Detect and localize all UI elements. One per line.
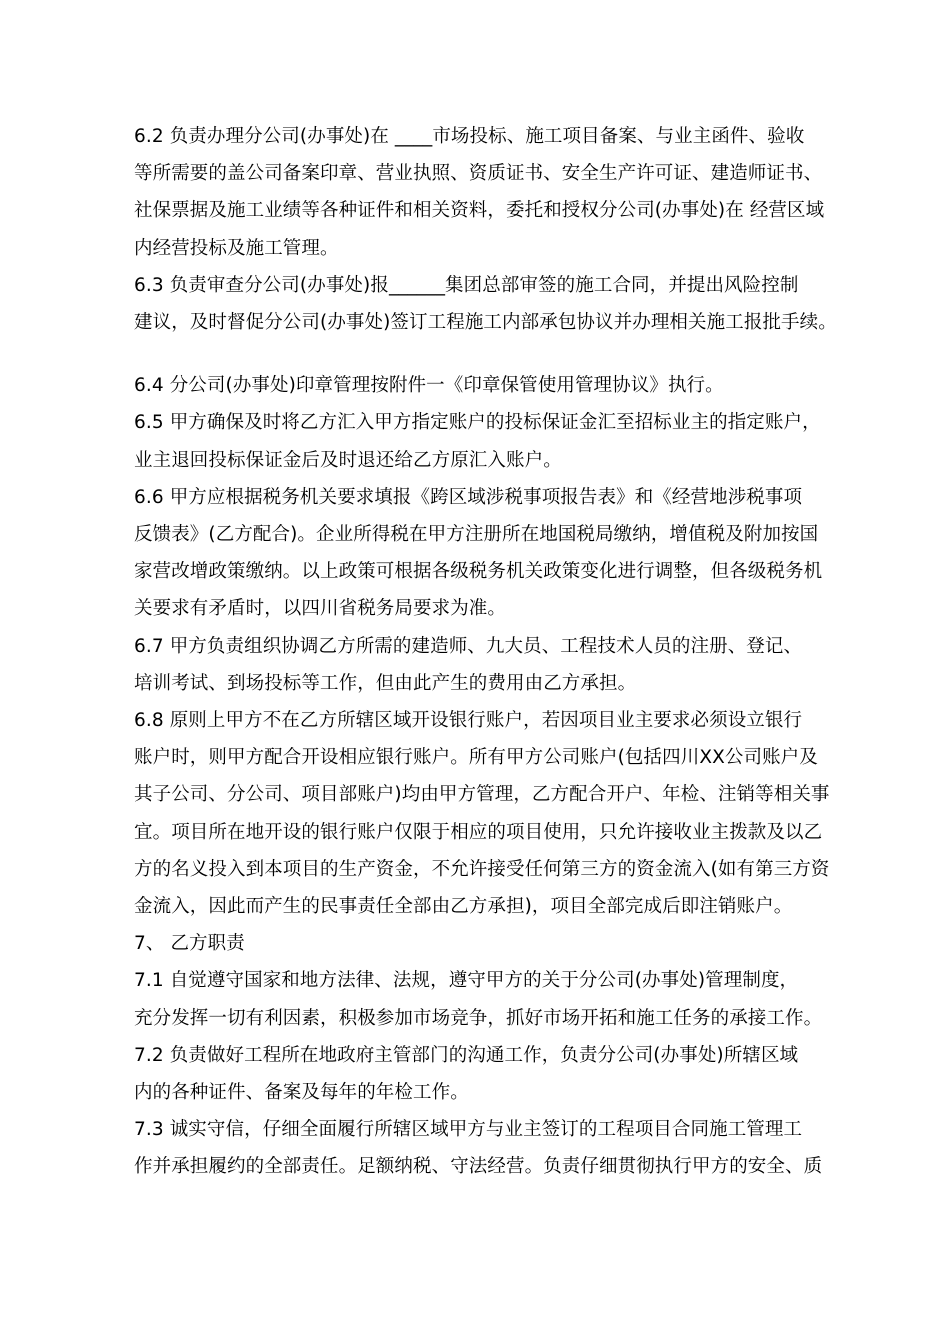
text-line: 其子公司、分公司、项目部账户)均由甲方管理，乙方配合开户、年检、注销等相关事 — [134, 784, 830, 806]
text-line: 建议，及时督促分公司(办事处)签订工程施工内部承包协议并办理相关施工报批手续。 — [134, 312, 837, 334]
clause-7-1 — [116, 962, 842, 1036]
clause-7-2 — [116, 1037, 842, 1111]
clause-7-3 — [116, 1111, 842, 1185]
document-body — [116, 118, 842, 1186]
text-line: 业主退回投标保证金后及时退还给乙方原汇入账户。 — [134, 449, 562, 471]
text-line: 6.2 负责办理分公司(办事处)在 ____市场投标、施工项目备案、与业主函件、验收 — [134, 126, 805, 147]
text-line: 6.6 甲方应根据税务机关要求填报《跨区域涉税事项报告表》和《经营地涉税事项 — [134, 486, 803, 508]
text-line: 6.8 原则上甲方不在乙方所辖区域开设银行账户，若因项目业主要求必须设立银行 — [134, 710, 803, 732]
clause-6-2 — [116, 118, 842, 267]
clause-6-4 — [116, 367, 842, 404]
text-line: 方的名义投入到本项目的生产资金，不允许接受任何第三方的资金流入(如有第三方资 — [134, 858, 830, 880]
text-line: 金流入，因此而产生的民事责任全部由乙方承担)，项目全部完成后即注销账户。 — [134, 896, 793, 918]
text-line: 培训考试、到场投标等工作，但由此产生的费用由乙方承担。 — [134, 672, 637, 694]
text-line: 关要求有矛盾时，以四川省税务局要求为准。 — [134, 598, 507, 620]
text-line: 7.3 诚实守信，仔细全面履行所辖区域甲方与业主签订的工程项目合同施工管理工 — [134, 1119, 803, 1141]
text-line: 家营改增政策缴纳。以上政策可根据各级税务机关政策变化进行调整，但各级税务机 — [134, 561, 823, 583]
text-line: 社保票据及施工业绩等各种证件和相关资料，委托和授权分公司(办事处)在 经营区域 — [134, 200, 825, 222]
paragraph-spacer — [116, 341, 842, 367]
clause-6-5 — [116, 404, 842, 478]
text-line: 6.5 甲方确保及时将乙方汇入甲方指定账户的投标保证金汇至招标业主的指定账户， — [134, 412, 821, 434]
text-line: 内的各种证件、备案及每年的年检工作。 — [134, 1082, 469, 1104]
section-7-heading — [116, 925, 842, 962]
text-line: 等所需要的盖公司备案印章、营业执照、资质证书、安全生产许可证、建造师证书、 — [134, 163, 823, 185]
clause-6-7 — [116, 628, 842, 702]
text-line: 账户时，则甲方配合开设相应银行账户。所有甲方公司账户(包括四川XX公司账户及 — [134, 747, 818, 769]
text-line: 6.7 甲方负责组织协调乙方所需的建造师、九大员、工程技术人员的注册、登记、 — [134, 635, 803, 657]
clause-6-8 — [116, 702, 842, 925]
text-line: 宜。项目所在地开设的银行账户仅限于相应的项目使用，只允许接收业主拨款及以乙 — [134, 821, 823, 843]
section-heading: 7、 乙方职责 — [134, 933, 245, 955]
text-line: 7.2 负责做好工程所在地政府主管部门的沟通工作，负责分公司(办事处)所辖区域 — [134, 1044, 799, 1066]
text-line: 内经营投标及施工管理。 — [134, 237, 339, 259]
text-line: 6.4 分公司(办事处)印章管理按附件一《印章保管使用管理协议》执行。 — [134, 375, 724, 397]
text-line: 充分发挥一切有利因素，积极参加市场竞争，抓好市场开拓和施工任务的承接工作。 — [134, 1007, 823, 1029]
text-line: 作并承担履约的全部责任。足额纳税、守法经营。负责仔细贯彻执行甲方的安全、质 — [134, 1156, 823, 1178]
text-line: 反馈表》(乙方配合)。企业所得税在甲方注册所在地国税局缴纳，增值税及附加按国 — [134, 524, 819, 546]
text-line: 6.3 负责审查分公司(办事处)报______集团总部审签的施工合同，并提出风险控制 — [134, 274, 799, 296]
clause-6-3 — [116, 267, 842, 341]
clause-6-6 — [116, 479, 842, 628]
text-line: 7.1 自觉遵守国家和地方法律、法规，遵守甲方的关于分公司(办事处)管理制度， — [134, 970, 799, 992]
